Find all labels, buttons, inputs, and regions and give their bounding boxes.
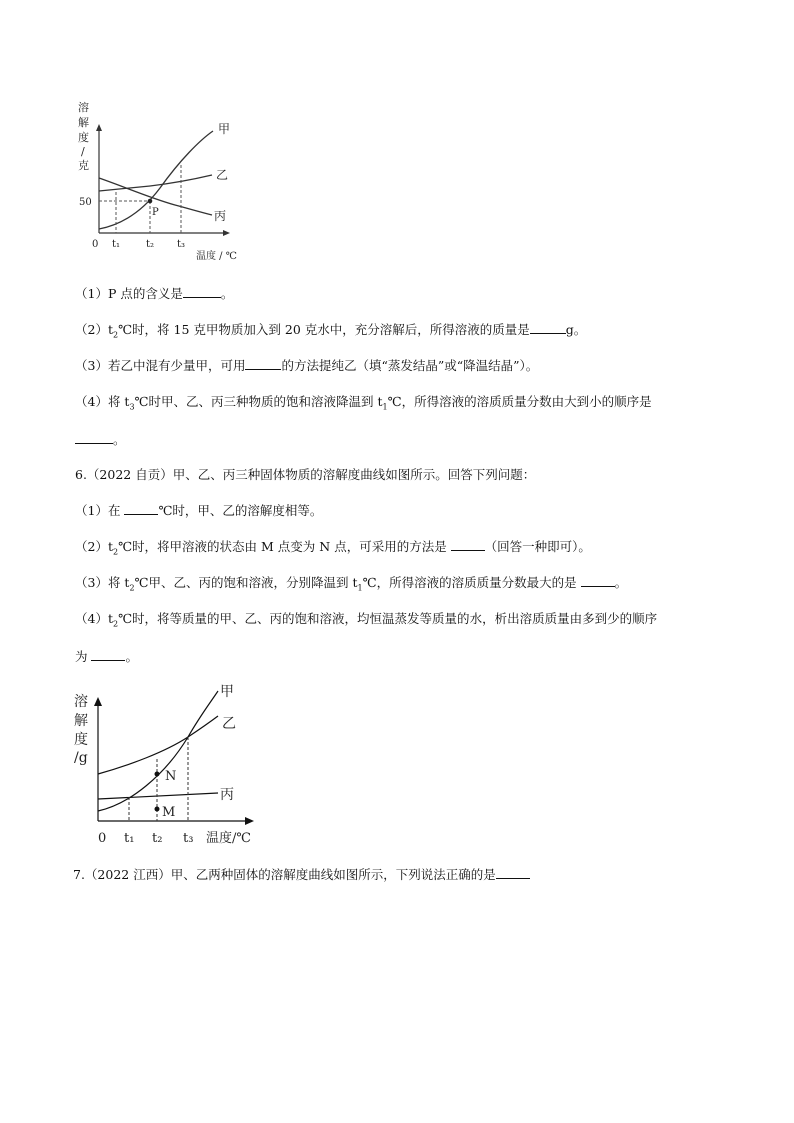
q5-part2-text: （2）t — [75, 322, 113, 337]
q5-part2-unit: g。 — [565, 322, 587, 337]
q7-title — [73, 865, 530, 883]
q5-part4 — [75, 392, 652, 412]
subscript: 2 — [112, 330, 119, 340]
subscript: 1 — [382, 402, 388, 412]
q6-part2-text: （2）t — [75, 539, 113, 554]
answer-blank[interactable] — [496, 866, 530, 879]
fig1-curve-label-yi: 乙 — [216, 168, 229, 182]
fig2-xlabel: 温度/℃ — [206, 831, 251, 846]
q6-part2 — [75, 537, 591, 557]
q6-part3-text-b: ℃甲、乙、丙的饱和溶液，分别降温到 t — [134, 575, 358, 590]
q6-part3 — [75, 573, 627, 593]
q6-part2-text-c: （回答一种即可）。 — [484, 539, 591, 554]
q6-part4-cont — [75, 647, 138, 665]
fig1-ytick: 50 — [79, 197, 92, 208]
q5-part4-cont — [75, 430, 126, 448]
fig1-y-arrow — [96, 124, 102, 131]
subscript: 2 — [112, 547, 119, 557]
q5-part4-text-b: ℃时甲、乙、丙三种物质的饱和溶液降温到 t — [134, 394, 383, 409]
fig1-point-p — [148, 199, 153, 204]
q6-part3-text-c: ℃，所得溶液的溶质质量分数最大的是 — [362, 575, 581, 590]
fig1-curve-label-bing: 丙 — [214, 209, 227, 223]
q5-part1-text: （1）P 点的含义是 — [75, 286, 183, 301]
q6-part1 — [75, 501, 322, 519]
answer-blank[interactable] — [581, 574, 615, 587]
fig1-curve-label-jia: 甲 — [218, 122, 231, 136]
answer-blank[interactable] — [183, 285, 221, 298]
fig1-curve-yi — [99, 175, 212, 191]
fig1-yaxis-char: 度 — [78, 131, 89, 144]
q5-part3-text-b: 的方法提纯乙（填“蒸发结晶”或“降温结晶”）。 — [281, 358, 539, 373]
q5-part1 — [75, 284, 233, 302]
q5-part3 — [75, 356, 538, 374]
subscript: 2 — [129, 583, 135, 593]
fig1-x-arrow — [223, 230, 230, 236]
fig1-origin: 0 — [92, 239, 99, 250]
q6-part1-text: （1）在 — [75, 503, 125, 518]
answer-blank[interactable] — [91, 648, 125, 661]
answer-blank[interactable] — [75, 431, 113, 444]
q6-part4 — [75, 609, 657, 629]
answer-blank[interactable] — [451, 538, 485, 551]
answer-blank[interactable] — [124, 502, 158, 515]
q6-part2-text-b: ℃时，将甲溶液的状态由 M 点变为 N 点，可采用的方法是 — [118, 539, 451, 554]
q7-title-text: 7.（2022 江西）甲、乙两种固体的溶解度曲线如图所示，下列说法正确的是 — [73, 867, 496, 882]
fig1-yaxis-char: 克 — [78, 159, 89, 172]
q6-part3-end: 。 — [614, 575, 628, 590]
q5-part4-text: （4）将 t — [75, 394, 130, 409]
subscript: 2 — [112, 619, 119, 629]
fig2-xtick: t₂ — [152, 831, 163, 846]
fig2-xtick: t₁ — [124, 831, 135, 846]
fig2-point-label-m: M — [162, 805, 176, 820]
fig1-yaxis-char: 溶 — [78, 101, 89, 114]
fig1-xlabel: 温度 / ℃ — [196, 251, 237, 262]
q5-part4-text-c: ℃，所得溶液的溶质质量分数由大到小的顺序是 — [387, 394, 652, 409]
q5-part2 — [75, 320, 586, 340]
subscript: 1 — [357, 583, 363, 593]
q5-part1-end: 。 — [220, 286, 234, 301]
fig2-curve-label-bing: 丙 — [220, 787, 234, 803]
fig1-point-label: P — [152, 207, 159, 218]
fig2-xtick: t₃ — [183, 831, 194, 846]
answer-blank[interactable] — [245, 357, 281, 370]
fig2-point-label-n: N — [165, 769, 177, 784]
q6-part4-text-b: ℃时，将等质量的甲、乙、丙的饱和溶液，均恒温蒸发等质量的水，析出溶质质量由多到少的顺序 — [118, 611, 658, 626]
fig1-xtick: t₃ — [177, 239, 186, 250]
q6-part4-end: 。 — [125, 649, 138, 664]
q5-part4-end: 。 — [113, 432, 126, 447]
fig1-xtick: t₂ — [146, 239, 155, 250]
fig2-yaxis-char: /g — [74, 750, 88, 766]
q5-part3-text: （3）若乙中混有少量甲，可用 — [75, 358, 246, 373]
q6-part4-text: （4）t — [75, 611, 113, 626]
fig2-curve-label-jia: 甲 — [220, 684, 234, 700]
q6-title: 6.（2022 自贡）甲、乙、丙三种固体物质的溶解度曲线如图所示。回答下列问题： — [75, 467, 536, 482]
fig2-yaxis-char: 解 — [74, 713, 88, 729]
q6-part1-text-b: ℃时，甲、乙的溶解度相等。 — [158, 503, 323, 518]
fig2-yaxis-char: 溶 — [74, 694, 88, 710]
answer-blank[interactable] — [530, 321, 566, 334]
fig2-origin: 0 — [98, 831, 107, 846]
fig1-xtick: t₁ — [112, 239, 121, 250]
fig2-curve-label-yi: 乙 — [222, 716, 236, 732]
fig2-yaxis-char: 度 — [74, 732, 88, 748]
q5-part2-text-b: ℃时，将 15 克甲物质加入到 20 克水中，充分溶解后，所得溶液的质量是 — [118, 322, 530, 337]
subscript: 3 — [129, 402, 135, 412]
q6-part3-text: （3）将 t — [75, 575, 130, 590]
fig1-yaxis-char: / — [81, 145, 85, 158]
q6-part4-text-c: 为 — [75, 649, 92, 664]
fig1-yaxis-char: 解 — [78, 116, 89, 129]
